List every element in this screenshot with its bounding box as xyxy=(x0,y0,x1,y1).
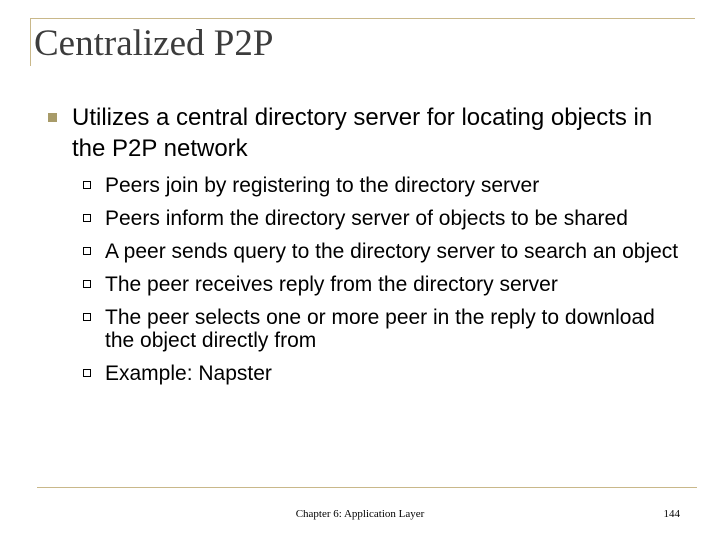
footer-chapter-label: Chapter 6: Application Layer xyxy=(295,508,425,520)
title-frame-vertical-rule xyxy=(30,18,31,66)
sub-bullet-text: The peer receives reply from the directory server xyxy=(105,273,558,296)
hollow-square-bullet-icon xyxy=(83,214,91,222)
main-bullet-text: Utilizes a central directory server for locating objects in the P2P network xyxy=(72,104,653,162)
footer-rule xyxy=(37,487,697,488)
sub-bullet-item xyxy=(48,362,688,385)
title-frame-horizontal-rule xyxy=(30,18,695,19)
slide-body xyxy=(48,102,688,385)
sub-bullet-text: Example: Napster xyxy=(105,362,272,385)
hollow-square-bullet-icon xyxy=(83,181,91,189)
hollow-square-bullet-icon xyxy=(83,280,91,288)
square-bullet-icon xyxy=(48,113,57,122)
sub-bullet-text: The peer selects one or more peer in the reply to download the object directly from xyxy=(105,306,655,352)
hollow-square-bullet-icon xyxy=(83,313,91,321)
sub-bullet-item xyxy=(48,273,688,296)
sub-bullet-item xyxy=(48,174,688,197)
hollow-square-bullet-icon xyxy=(83,369,91,377)
main-bullet xyxy=(48,102,688,164)
sub-bullet-item xyxy=(48,207,688,230)
sub-bullet-list xyxy=(48,174,688,385)
sub-bullet-item xyxy=(48,306,688,352)
sub-bullet-item xyxy=(48,240,688,263)
sub-bullet-text: Peers inform the directory server of objects to be shared xyxy=(105,207,628,230)
sub-bullet-text: A peer sends query to the directory server to search an object xyxy=(105,240,679,263)
sub-bullet-text: Peers join by registering to the directory server xyxy=(105,174,540,197)
slide-title: Centralized P2P xyxy=(34,23,274,64)
hollow-square-bullet-icon xyxy=(83,247,91,255)
page-number: 144 xyxy=(663,508,680,520)
